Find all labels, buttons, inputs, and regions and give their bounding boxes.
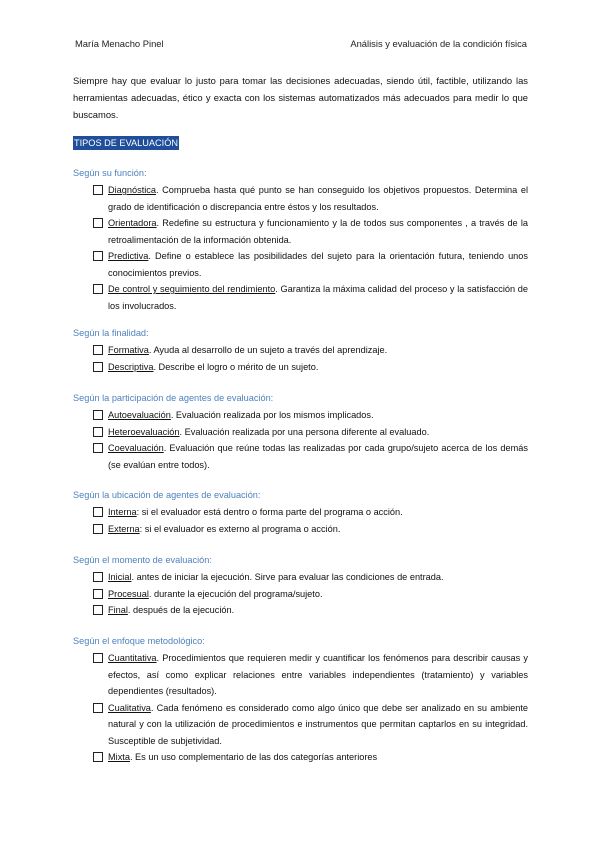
- checkbox[interactable]: [93, 185, 103, 195]
- checkbox[interactable]: [93, 251, 103, 261]
- list-item: [73, 749, 528, 766]
- list-item: [73, 248, 528, 281]
- section-purpose: [73, 325, 528, 375]
- checkbox[interactable]: [93, 427, 103, 437]
- checkbox[interactable]: [93, 752, 103, 762]
- item-term: Orientadora: [108, 218, 157, 228]
- item-term: De control y seguimiento del rendimiento: [108, 284, 276, 294]
- section-participation: [73, 390, 528, 473]
- item-text: . durante la ejecución del programa/sujeto.: [148, 588, 323, 599]
- item-term: Diagnóstica: [108, 185, 157, 195]
- item-term: Externa: [108, 523, 140, 534]
- list-item: [73, 586, 528, 603]
- item-text: . Evaluación realizada por una persona diferente al evaluado.: [179, 426, 430, 437]
- item-text: . Evaluación realizada por los mismos implicados.: [170, 410, 374, 420]
- item-term: Inicial: [108, 572, 132, 582]
- section-title: Según el enfoque metodológico:: [73, 636, 205, 646]
- checkbox[interactable]: [93, 605, 103, 615]
- item-term: Formativa: [108, 345, 149, 355]
- list-item: [73, 602, 528, 619]
- item-term: Cuantitativa: [108, 653, 157, 663]
- item-text: . Evaluación que reúne todas las realizadas por cada grupo/sujeto acerca de los demás (se evalúan entre todos).: [108, 443, 528, 470]
- item-term: Final: [108, 605, 128, 615]
- item-text: . Garantiza la máxima calidad del proceso y la satisfacción de los involucrados.: [108, 284, 529, 311]
- checkbox[interactable]: [93, 507, 103, 517]
- section-title: Según el momento de evaluación:: [73, 555, 212, 565]
- item-term: Cualitativa: [108, 702, 151, 713]
- list-item: [73, 359, 528, 376]
- section-title: Según la finalidad:: [73, 328, 149, 338]
- page-header: [75, 38, 527, 52]
- intro-paragraph: Siempre hay que evaluar lo justo para tomar las decisiones adecuadas, siendo útil, factible, utilizando las herramientas adecuadas, ético y exacta con los sistemas automatizados más adecuados para medir lo que buscamos.: [73, 75, 528, 120]
- checkbox[interactable]: [93, 362, 103, 372]
- item-text: . antes de iniciar la ejecución. Sirve para evaluar las condiciones de entrada.: [131, 572, 444, 582]
- item-term: Mixta: [108, 752, 130, 762]
- item-text: . Redefine su estructura y funcionamiento y la de todos sus componentes , a través de la retroalimentación de la información obtenida.: [108, 218, 528, 245]
- section-title: Según la participación de agentes de evaluación:: [73, 393, 274, 403]
- section-methodology: [73, 633, 528, 766]
- item-text: . Define o establece las posibilidades del sujeto para la orientación futura, teniendo unos conocimientos previos.: [108, 251, 528, 278]
- section-function: [73, 165, 528, 314]
- item-term: Predictiva: [108, 251, 149, 261]
- checkbox[interactable]: [93, 589, 103, 599]
- list-item: [73, 215, 528, 248]
- item-term: Coevaluación: [108, 443, 164, 453]
- item-text: . Es un uso complementario de las dos categorías anteriores: [129, 752, 378, 762]
- item-text: : si el evaluador es externo al programa o acción.: [139, 523, 341, 534]
- list-item: [73, 700, 528, 750]
- checkbox[interactable]: [93, 345, 103, 355]
- item-term: Procesual: [108, 588, 149, 599]
- item-text: . Procedimientos que requieren medir y cuantificar los fenómenos para describir causas y efectos, así como explicar relaciones entre variables independientes (tratamiento) y variables dependientes (resultados).: [108, 653, 528, 696]
- list-item: [73, 182, 528, 215]
- item-text: . después de la ejecución.: [127, 605, 235, 615]
- section-location: [73, 487, 528, 537]
- item-text: . Ayuda al desarrollo de un sujeto a través del aprendizaje.: [148, 345, 388, 355]
- item-term: Heteroevaluación: [108, 426, 180, 437]
- checkbox[interactable]: [93, 218, 103, 228]
- list-item: [73, 407, 528, 424]
- list-item: [73, 424, 528, 441]
- header-author: María Menacho Pinel: [75, 38, 164, 49]
- header-title: Análisis y evaluación de la condición física: [350, 38, 527, 49]
- checkbox[interactable]: [93, 410, 103, 420]
- section-title: Según su función:: [73, 168, 147, 178]
- checkbox[interactable]: [93, 524, 103, 534]
- section-moment: [73, 552, 528, 619]
- item-term: Autoevaluación: [108, 410, 171, 420]
- checkbox[interactable]: [93, 653, 103, 663]
- list-item: [73, 650, 528, 700]
- section-title: Según la ubicación de agentes de evaluación:: [73, 490, 261, 500]
- item-text: . Cada fenómeno es considerado como algo único que debe ser analizado en su ambiente natural y con la utilización de procedimientos e instrumentos que permitan captarlos en su integridad. Susceptible de subjetividad.: [108, 702, 528, 746]
- list-item: [73, 521, 528, 538]
- list-item: [73, 440, 528, 473]
- list-item: [73, 342, 528, 359]
- item-text: . Comprueba hasta qué punto se han conseguido los objetivos propuestos. Determina el grado de identificación o discrepancia entre éstos y los resultados.: [108, 185, 528, 212]
- checkbox[interactable]: [93, 284, 103, 294]
- checkbox[interactable]: [93, 443, 103, 453]
- list-item: [73, 504, 528, 521]
- checkbox[interactable]: [93, 703, 103, 713]
- list-item: [73, 569, 528, 586]
- checkbox[interactable]: [93, 572, 103, 582]
- item-text: : si el evaluador está dentro o forma parte del programa o acción.: [136, 507, 403, 517]
- item-term: Interna: [108, 507, 137, 517]
- item-text: . Describe el logro o mérito de un sujeto.: [153, 361, 319, 372]
- types-heading: TIPOS DE EVALUACIÓN: [74, 138, 178, 148]
- item-term: Descriptiva: [108, 361, 154, 372]
- list-item: [73, 281, 528, 314]
